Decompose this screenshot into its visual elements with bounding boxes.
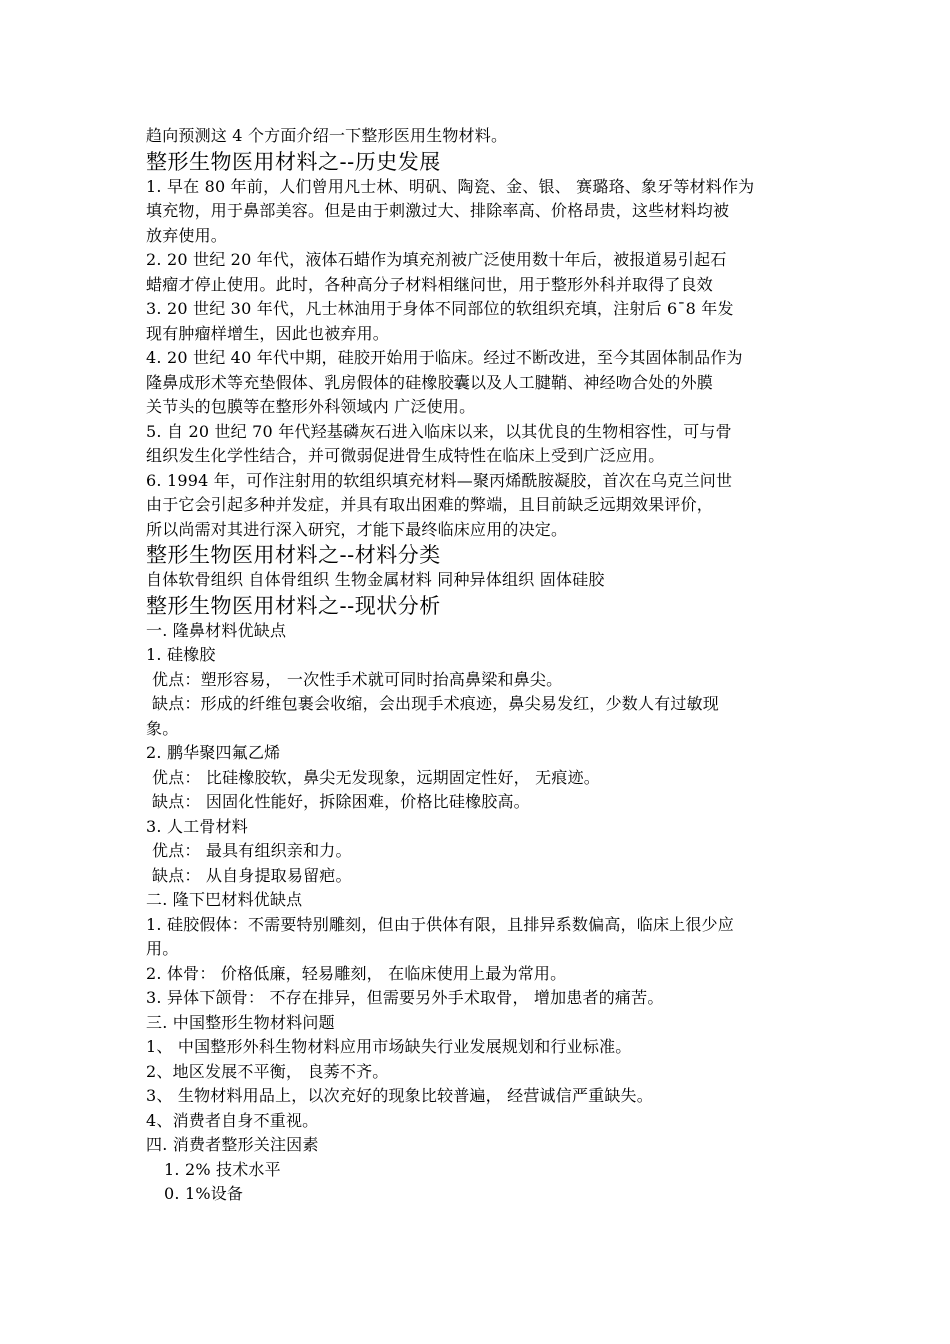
status-section (146, 619, 814, 1207)
status-line: 1、 中国整形外科生物材料应用市场缺失行业发展规划和行业标准。 (146, 1037, 632, 1056)
history-line: 3. 20 世纪 30 年代，凡士林油用于身体不同部位的软组织充填，注射后 6¯8 年发 (146, 299, 734, 318)
status-line: 4、消费者自身不重视。 (146, 1110, 319, 1130)
history-line: 6. 1994 年，可作注射用的软组织填充材料—聚丙烯酰胺凝胶，首次在乌克兰问世 (146, 470, 733, 490)
history-line: 蜡瘤才停止使用。此时，各种高分子材料相继问世，用于整形外科并取得了良效 (146, 274, 714, 294)
history-line: 组织发生化学性结合，并可微弱促进骨生成特性在临床上受到广泛应用。 (146, 446, 665, 465)
status-line: 1. 硅橡胶 (146, 645, 216, 664)
status-line: 用。 (146, 939, 179, 958)
status-line: 缺点：形成的纤维包裹会收缩，会出现手术痕迹，鼻尖易发红，少数人有过敏现 (152, 694, 720, 713)
status-line: 四. 消费者整形关注因素 (146, 1135, 319, 1154)
history-line: 4. 20 世纪 40 年代中期，硅胶开始用于临床。经过不断改进，至今其固体制品作为 (146, 348, 743, 367)
status-line: 缺点： 从自身提取易留疤。 (152, 865, 352, 885)
status-line: 2、地区发展不平衡， 良莠不齐。 (146, 1061, 389, 1081)
status-line: 优点： 比硅橡胶软，鼻尖无发现象，远期固定性好， 无痕迹。 (152, 767, 600, 787)
intro-line: 趋向预测这 4 个方面介绍一下整形医用生物材料。 (146, 126, 508, 145)
status-line: 3、 生物材料用品上，以次充好的现象比较普遍， 经营诚信严重缺失。 (146, 1086, 653, 1105)
history-line: 2. 20 世纪 20 年代，液体石蜡作为填充剂被广泛使用数十年后，被报道易引起石 (146, 250, 727, 269)
document-page (146, 124, 814, 1207)
history-line: 放弃使用。 (146, 225, 228, 245)
status-line: 象。 (146, 718, 179, 738)
status-line: 2. 鹏华聚四氟乙烯 (146, 743, 281, 762)
status-line: 优点：塑形容易， 一次性手术就可同时抬高鼻梁和鼻尖。 (152, 669, 563, 689)
classification-heading: 整形生物医用材料之--材料分类 (146, 543, 441, 567)
history-section (146, 175, 814, 543)
status-line: 优点： 最具有组织亲和力。 (152, 841, 352, 860)
status-line: 1. 硅胶假体：不需要特别雕刻，但由于供体有限，且排异系数偏高，临床上很少应 (146, 914, 734, 934)
history-line: 1. 早在 80 年前，人们曾用凡士林、明矾、陶瓷、金、银、 赛璐珞、象牙等材料作为 (146, 176, 755, 196)
classification-line: 自体软骨组织 自体骨组织 生物金属材料 同种异体组织 固体硅胶 (146, 570, 605, 589)
history-line: 隆鼻成形术等充垫假体、乳房假体的硅橡胶囊以及人工腱鞘、神经吻合处的外膜 (146, 372, 714, 392)
status-line: 2. 体骨： 价格低廉，轻易雕刻， 在临床使用上最为常用。 (146, 963, 567, 983)
status-line: 二. 隆下巴材料优缺点 (146, 890, 303, 909)
history-line: 现有肿瘤样增生，因此也被弃用。 (146, 323, 390, 343)
status-line: 三. 中国整形生物材料问题 (146, 1012, 335, 1032)
status-line: 3. 异体下颌骨： 不存在排异，但需要另外手术取骨， 增加患者的痛苦。 (146, 988, 664, 1007)
status-line: 0. 1%设备 (164, 1184, 244, 1203)
history-line: 所以尚需对其进行深入研究，才能下最终临床应用的决定。 (146, 519, 568, 539)
history-line: 由于它会引起多种并发症，并具有取出困难的弊端，且目前缺乏远期效果评价， (146, 495, 714, 514)
status-line: 3. 人工骨材料 (146, 816, 248, 836)
history-line: 5. 自 20 世纪 70 年代羟基磷灰石进入临床以来，以其优良的生物相容性，可与骨 (146, 421, 732, 441)
status-heading: 整形生物医用材料之--现状分析 (146, 593, 441, 618)
history-line: 填充物，用于鼻部美容。但是由于刺激过大、排除率高、价格昂贵，这些材料均被 (146, 201, 730, 220)
status-line: 1. 2% 技术水平 (164, 1159, 281, 1179)
history-heading: 整形生物医用材料之--历史发展 (146, 149, 441, 174)
status-line: 缺点： 因固化性能好，拆除困难，价格比硅橡胶高。 (152, 792, 530, 811)
history-line: 关节头的包膜等在整形外科领域内 广泛使用。 (146, 397, 476, 416)
status-line: 一. 隆鼻材料优缺点 (146, 620, 287, 640)
